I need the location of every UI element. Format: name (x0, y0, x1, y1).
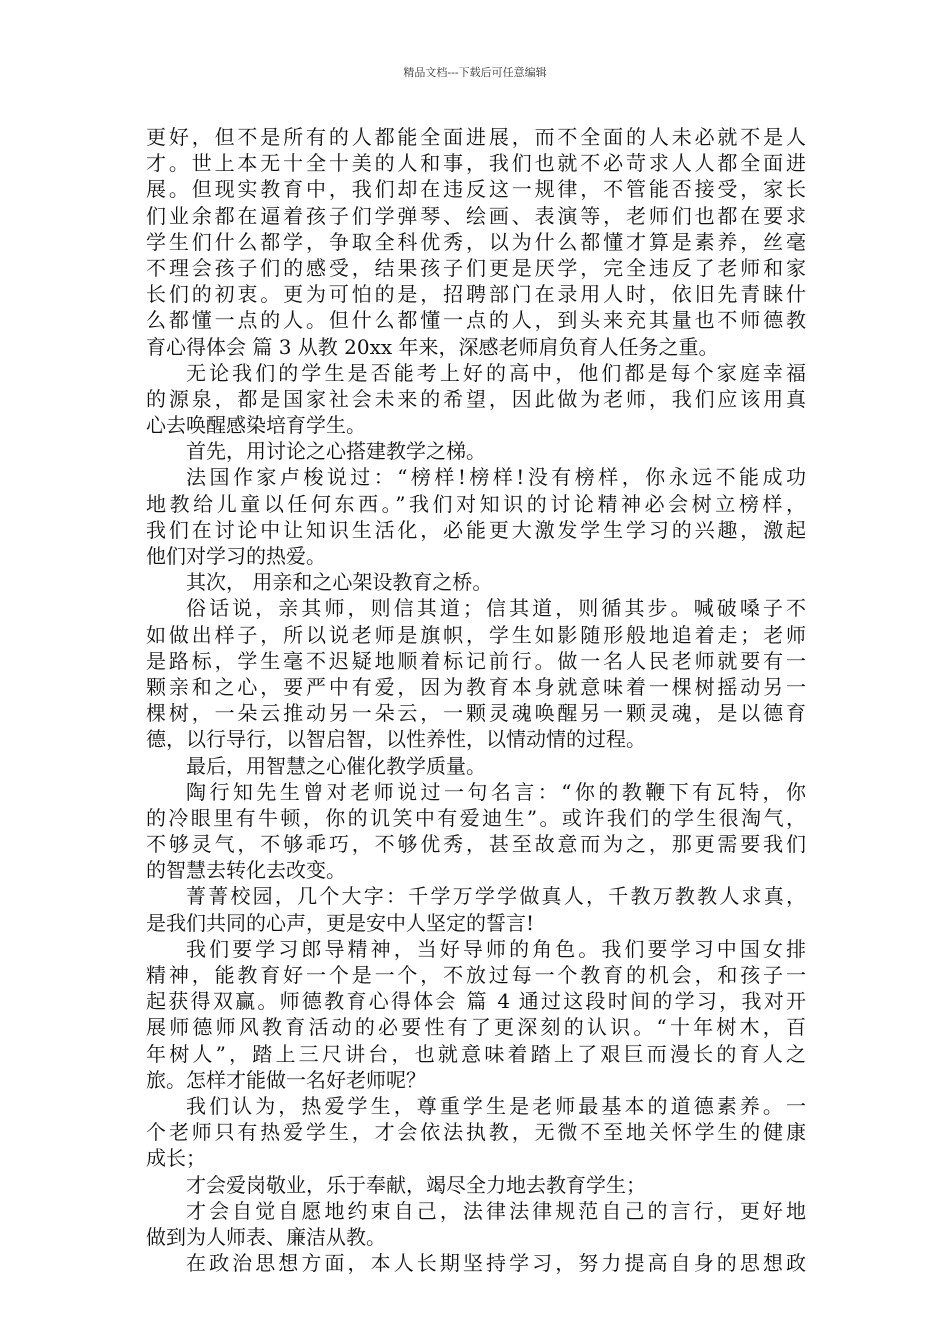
text-line: 是我们共同的心声，更是安中人坚定的誓言! (146, 910, 535, 935)
text-line: 们业余都在逼着孩子们学弹琴、绘画、表演等，老师们也都在要求 (146, 203, 806, 228)
text-line: 我们认为，热爱学生，尊重学生是老师最基本的道德素养。一 (186, 1093, 806, 1118)
text-line: 成长； (146, 1146, 206, 1171)
text-line: 的冷眼里有牛顿，你的讥笑中有爱迪生”。或许我们的学生很淘气， (146, 805, 806, 830)
text-line: 我们要学习郎导精神，当好导师的角色。我们要学习中国女排 (186, 936, 806, 961)
text-line: 年树人”，踏上三尺讲台，也就意味着踏上了艰巨而漫长的育人之 (146, 1041, 806, 1066)
text-line: 其次， 用亲和之心架设教育之桥。 (186, 570, 493, 595)
text-line: 更好，但不是所有的人都能全面进展，而不全面的人未必就不是人 (146, 125, 806, 149)
text-line: 么都懂一点的人。但什么都懂一点的人，到头来充其量也不师德教 (146, 308, 806, 333)
text-line: 个老师只有热爱学生，才会依法执教，无微不至地关怀学生的健康 (146, 1120, 806, 1145)
text-line: 无论我们的学生是否能考上好的高中，他们都是每个家庭幸福 (186, 360, 806, 385)
text-line: 是路标，学生毫不迟疑地顺着标记前行。做一名人民老师就要有一 (146, 648, 806, 673)
text-line: 长们的初衷。更为可怕的是，招聘部门在录用人时，依旧先青睐什 (146, 282, 806, 307)
text-line: 起获得双赢。师德教育心得体会 篇 4 通过这段时间的学习，我对开 (146, 989, 806, 1014)
text-line: 棵树，一朵云推动另一朵云，一颗灵魂唤醒另一颗灵魂，是以德育 (146, 701, 806, 726)
document-body (146, 124, 806, 1276)
text-line: 才会爱岗敬业，乐于奉献，竭尽全力地去教育学生； (186, 1172, 646, 1197)
text-line: 俗话说，亲其师，则信其道；信其道，则循其步。喊破嗓子不 (186, 596, 806, 621)
page-header: 精品文档---下载后可任意编辑 (403, 66, 547, 79)
text-line: 不理会孩子们的感受，结果孩子们更是厌学，完全违反了老师和家 (146, 255, 806, 280)
text-line: 学生们什么都学，争取全科优秀，以为什么都懂才算是素养，丝毫 (146, 229, 806, 254)
text-line: 在政治思想方面，本人长期坚持学习，努力提高自身的思想政 (186, 1251, 806, 1276)
text-line: 心去唤醒感染培育学生。 (146, 413, 366, 438)
text-line: 如做出样子，所以说老师是旗帜，学生如影随形般地追着走；老师 (146, 622, 806, 647)
text-line: 才。世上本无十全十美的人和事，我们也就不必苛求人人都全面进 (146, 151, 806, 176)
text-line: 首先，用讨论之心搭建教学之梯。 (186, 439, 486, 464)
text-line: 才会自觉自愿地约束自己，法律法律规范自己的言行，更好地 (186, 1198, 806, 1223)
text-line: 不够灵气，不够乖巧，不够优秀，甚至故意而为之，那更需要我们 (146, 832, 806, 857)
text-line: 精神，能教育好一个是一个，不放过每一个教育的机会，和孩子一 (146, 963, 806, 987)
text-line: 地教给儿童以任何东西。”我们对知识的讨论精神必会树立榜样， (146, 491, 806, 516)
text-line: 育心得体会 篇 3 从教 20xx 年来，深感老师肩负育人任务之重。 (146, 334, 719, 359)
text-line: 的智慧去转化去改变。 (146, 858, 346, 883)
text-line: 他们对学习的热爱。 (146, 544, 326, 568)
text-line: 展。但现实教育中，我们却在违反这一规律，不管能否接受，家长 (146, 177, 806, 202)
text-line: 的源泉，都是国家社会未来的希望，因此做为老师，我们应该用真 (146, 386, 806, 411)
text-line: 法国作家卢梭说过：“榜样!榜样!没有榜样，你永远不能成功 (186, 465, 806, 490)
text-line: 做到为人师表、廉洁从教。 (146, 1224, 386, 1249)
text-line: 德，以行导行，以智启智，以性养性，以情动情的过程。 (146, 727, 646, 752)
text-line: 陶行知先生曾对老师说过一句名言：“你的教鞭下有瓦特，你 (186, 779, 806, 804)
text-line: 旅。怎样才能做一名好老师呢？ (146, 1067, 426, 1092)
text-line: 我们在讨论中让知识生活化，必能更大激发学生学习的兴趣，激起 (146, 517, 806, 542)
text-line: 菁菁校园，几个大字：千学万学学做真人，千教万教教人求真， (186, 884, 806, 909)
text-line: 最后，用智慧之心催化教学质量。 (186, 753, 486, 778)
text-line: 颗亲和之心，要严中有爱，因为教育本身就意味着一棵树摇动另一 (146, 674, 806, 699)
text-line: 展师德师风教育活动的必要性有了更深刻的认识。“十年树木，百 (146, 1015, 806, 1040)
